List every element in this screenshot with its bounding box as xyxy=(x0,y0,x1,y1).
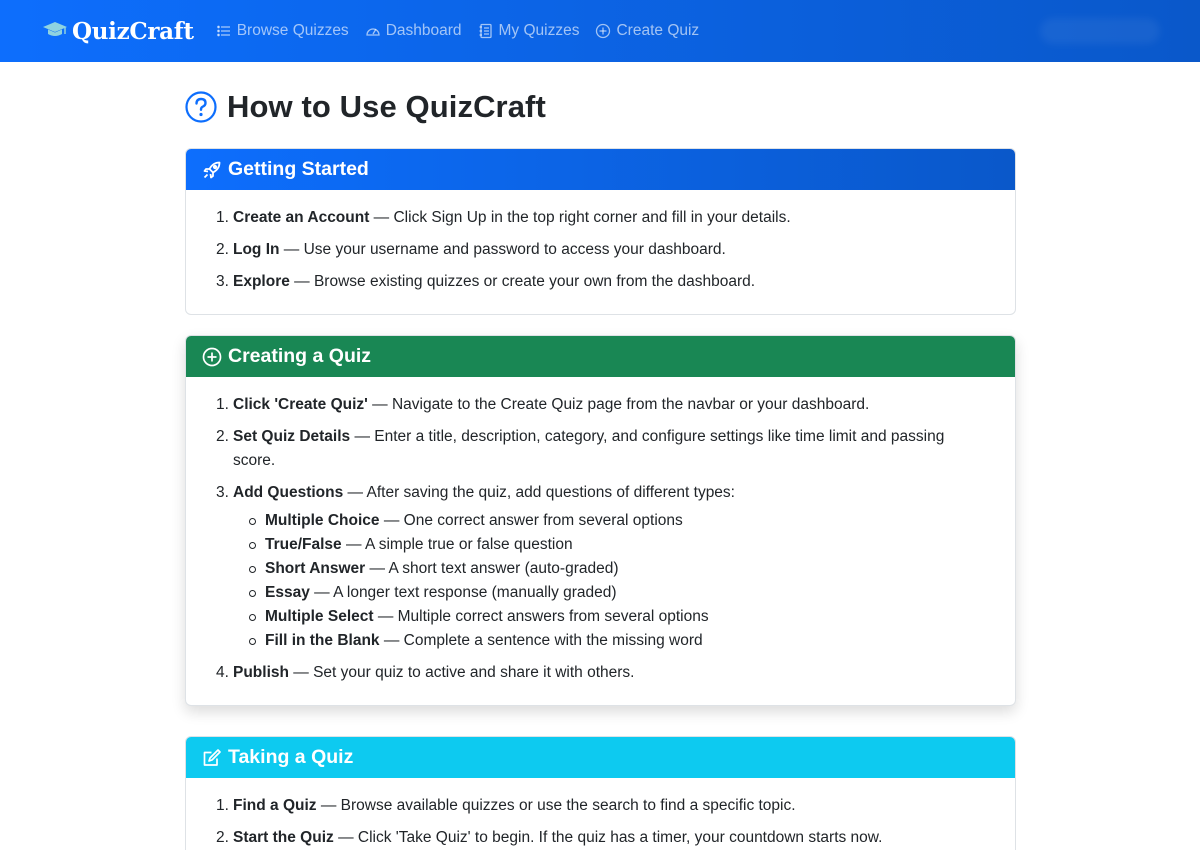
rocket-icon xyxy=(202,160,222,180)
list-item: 2. Start the Quiz — Click 'Take Quiz' to begin. If the quiz has a timer, your countdown starts now. xyxy=(216,829,883,846)
list-item: Multiple Choice — One correct answer from several options xyxy=(265,509,969,533)
plus-circle-icon xyxy=(202,347,222,367)
nav-dashboard[interactable] xyxy=(365,22,462,40)
nav-label: Create Quiz xyxy=(616,22,700,39)
card-title: Getting Started xyxy=(228,158,369,180)
list-item: 1. Find a Quiz — Browse available quizzes or use the search to find a specific topic. xyxy=(216,797,796,814)
card-title: Taking a Quiz xyxy=(228,746,354,768)
list-item: 3. Explore — Browse existing quizzes or create your own from the dashboard. xyxy=(216,273,756,290)
journal-icon xyxy=(478,23,494,39)
card-title: Creating a Quiz xyxy=(228,345,372,367)
getting-started-header xyxy=(186,149,1015,190)
brand-logo[interactable] xyxy=(42,18,194,45)
graduation-cap-icon xyxy=(42,19,68,44)
question-circle-icon xyxy=(185,91,217,123)
list-item: 2. Log In — Use your username and password to access your dashboard. xyxy=(216,241,726,258)
creating-quiz-card xyxy=(185,335,1016,706)
plus-circle-icon xyxy=(595,23,611,39)
list-item: 3. Add Questions — After saving the quiz, add questions of different types: Multiple Choice — One correct answer from several options True/False — A simple true or false question Short Answer — A short text answer (auto-graded) Essay — A longer text response (manually graded) Multiple Select — Multiple correct answers from several options Fill in the Blank — Complete a sentence with the missing word xyxy=(233,481,999,653)
speedometer-icon xyxy=(365,23,381,39)
main-content xyxy=(185,89,1016,850)
page-header xyxy=(185,89,1016,125)
list-item: 2. Set Quiz Details — Enter a title, description, category, and configure settings like time limit and passing score. xyxy=(216,428,945,469)
list-item: 4. Publish — Set your quiz to active and share it with others. xyxy=(216,664,635,681)
list-icon xyxy=(216,23,232,39)
list-item: Multiple Select — Multiple correct answers from several options xyxy=(265,605,969,629)
list-item: Short Answer — A short text answer (auto-graded) xyxy=(265,557,969,581)
brand-name: QuizCraft xyxy=(72,17,194,45)
user-menu-blurred[interactable] xyxy=(1040,18,1160,44)
list-item: Fill in the Blank — Complete a sentence with the missing word xyxy=(265,629,969,653)
taking-quiz-header xyxy=(186,737,1015,778)
top-navbar xyxy=(0,0,1200,62)
creating-quiz-header xyxy=(186,336,1015,377)
list-item: 1. Click 'Create Quiz' — Navigate to the Create Quiz page from the navbar or your dashboard. xyxy=(216,396,870,413)
taking-quiz-steps xyxy=(202,794,999,850)
nav-my-quizzes[interactable] xyxy=(478,22,580,40)
getting-started-card xyxy=(185,148,1016,315)
page-title: How to Use QuizCraft xyxy=(227,89,546,124)
question-types-list xyxy=(233,509,969,653)
nav-label: Browse Quizzes xyxy=(236,22,349,39)
taking-quiz-card xyxy=(185,736,1016,850)
list-item: Essay — A longer text response (manually graded) xyxy=(265,581,969,605)
nav-browse-quizzes[interactable] xyxy=(216,22,349,40)
pencil-square-icon xyxy=(202,748,222,768)
creating-quiz-steps xyxy=(202,393,999,685)
list-item: 1. Create an Account — Click Sign Up in the top right corner and fill in your details. xyxy=(216,209,791,226)
nav-create-quiz[interactable] xyxy=(595,22,699,40)
nav-label: Dashboard xyxy=(385,22,462,39)
getting-started-steps xyxy=(202,206,999,294)
list-item: True/False — A simple true or false question xyxy=(265,533,969,557)
nav-label: My Quizzes xyxy=(498,22,580,39)
